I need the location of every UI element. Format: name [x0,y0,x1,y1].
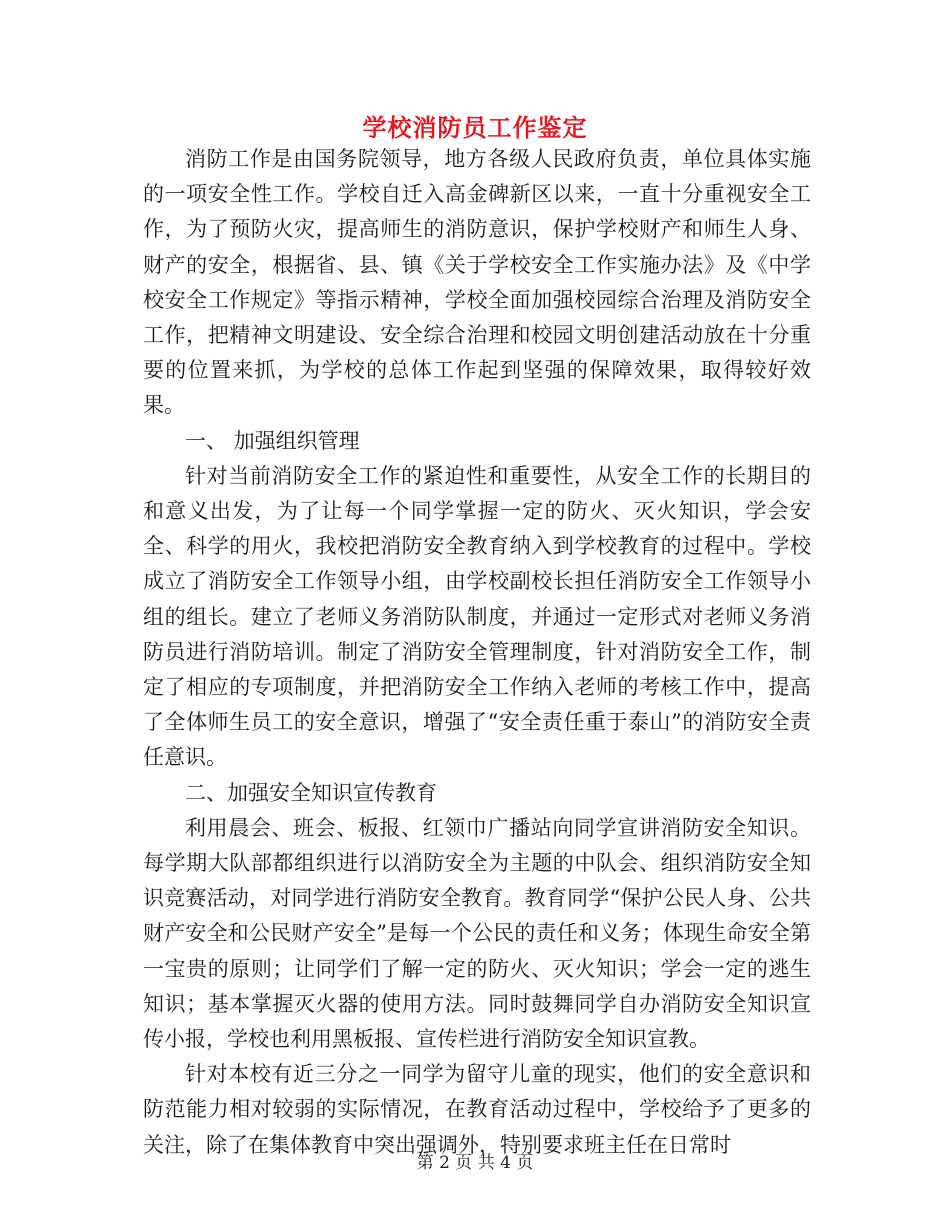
section-heading-2: 二、加强安全知识宣传教育 [185,780,437,805]
paragraph-section-2-cont: 针对本校有近三分之一同学为留守儿童的现实，他们的安全意识和防范能力相对较弱的实际情况，在教育活动过程中，学校给予了更多的关注，除了在集体教育中突出强调外，特别要求班主任在日常时 [143,1062,811,1157]
document-body [143,142,811,1163]
paragraph-section-2: 利用晨会、班会、板报、红领巾广播站向同学宣讲消防安全知识。每学期大队部都组织进行以消防安全为主题的中队会、组织消防安全知识竞赛活动，对同学进行消防安全教育。教育同学“保护公民人身、公共财产安全和公民财产安全”是每一个公民的责任和义务；体现生命安全第一宝贵的原则；让同学们了解一定的防火、灭火知识；学会一定的逃生知识；基本掌握灭火器的使用方法。同时鼓舞同学自办消防安全知识宣传小报，学校也利用黑板报、宣传栏进行消防安全知识宣教。 [143,815,811,1052]
section-heading-1: 一、 加强组织管理 [185,428,360,453]
document-title: 学校消防员工作鉴定 [362,113,588,142]
paragraph-intro: 消防工作是由国务院领导，地方各级人民政府负责，单位具体实施的一项安全性工作。学校自迁入高金碑新区以来，一直十分重视安全工作，为了预防火灾，提高师生的消防意识，保护学校财产和师生人身、财产的安全，根据省、县、镇《关于学校安全工作实施办法》及《中学校安全工作规定》等指示精神，学校全面加强校园综合治理及消防安全工作，把精神文明建设、安全综合治理和校园文明创建活动放在十分重要的位置来抓，为学校的总体工作起到坚强的保障效果，取得较好效果。 [143,147,811,418]
page-footer: 第 2 页 共 4 页 [416,1153,534,1173]
paragraph-section-1: 针对当前消防安全工作的紧迫性和重要性，从安全工作的长期目的和意义出发，为了让每一个同学掌握一定的防火、灭火知识，学会安全、科学的用火，我校把消防安全教育纳入到学校教育的过程中。学校成立了消防安全工作领导小组，由学校副校长担任消防安全工作领导小组的组长。建立了老师义务消防队制度，并通过一定形式对老师义务消防员进行消防培训。制定了消防安全管理制度，针对消防安全工作，制定了相应的专项制度，并把消防安全工作纳入老师的考核工作中，提高了全体师生员工的安全意识，增强了“安全责任重于泰山”的消防安全责任意识。 [143,463,811,770]
